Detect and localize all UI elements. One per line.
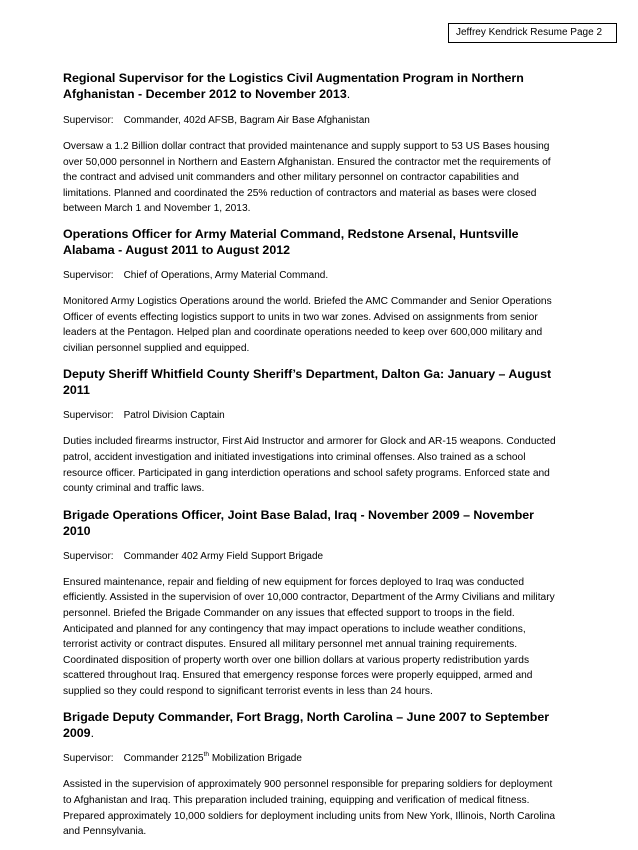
job-title	[63, 709, 558, 741]
job-title-trail: .	[346, 87, 351, 101]
job-title	[63, 366, 558, 398]
page-header-label: Jeffrey Kendrick Resume Page 2	[448, 23, 617, 43]
job-description: Ensured maintenance, repair and fielding of new equipment for forces deployed to Iraq was conducted efficiently. Assisted in the supervision of over 10,000 contractor, Department of the Army Civilians and military personnel. Briefed the Brigade Commander on any issues that effected support to troops in the field. Anticipated and planned for any contingency that may impact operations to include weather conditions, terrorist activity or contract disputes. Ensured all military personnel met annual training requirements. Coordinated disposition of property worth over one billion dollars at various property redistribution yards scattered throughout Iraq. Ensured that emergency response forces were properly equipped, armed and supplied so they could respond to significant terrorist events in less than 24 hours.	[63, 576, 555, 697]
job-entry	[63, 366, 558, 496]
job-title-text: Deputy Sheriff Whitfield County Sheriff’s Department, Dalton Ga: January – August 2011	[63, 367, 552, 398]
supervisor-label: Supervisor:	[63, 753, 114, 765]
supervisor-label: Supervisor:	[63, 410, 114, 422]
supervisor-label: Supervisor:	[63, 115, 114, 126]
supervisor-label: Supervisor:	[63, 550, 114, 562]
supervisor-name-tail: Mobilization Brigade	[209, 753, 302, 765]
supervisor-name: Chief of Operations, Army Material Command.	[123, 269, 329, 281]
job-description: Monitored Army Logistics Operations around the world. Briefed the AMC Commander and Senior Operations Officer of events effecting logistics support to units in two war zones. Advised on assignments from senior leaders at the Pentagon. Helped plan and coordinate operations needed to keep over 600,000 military and civilian personnel supplied and equipped.	[63, 295, 552, 354]
supervisor-line	[63, 550, 558, 564]
supervisor-line	[63, 752, 558, 766]
job-description: Assisted in the supervision of approximately 900 personnel responsible for preparing soldiers for deployment to Afghanistan and Iraq. This preparation included training, equipping and verification of medical fitness. Prepared approximately 10,000 soldiers for deployment including units from New York, Illinois, North Carolina and Pennsylvania.	[63, 779, 556, 838]
job-title	[63, 507, 558, 539]
job-entry	[63, 226, 558, 356]
supervisor-line	[63, 114, 558, 128]
job-description: Oversaw a 1.2 Billion dollar contract that provided maintenance and supply support to 53 US Bases housing over 50,000 personnel in Northern and Eastern Afghanistan. Ensured the contractor met the requirements of the contract and advised unit commanders and other military personnel on contractor capabilities and limitations. Planned and coordinated the 25% reduction of contractors and material as bases were closed between March 1 and November 1, 2013.	[63, 141, 551, 215]
supervisor-name: Commander 2125	[123, 753, 204, 765]
resume-content	[63, 70, 558, 850]
job-title-text: Brigade Deputy Commander, Fort Bragg, North Carolina – June 2007 to September 2009	[63, 710, 550, 741]
job-title	[63, 226, 558, 258]
supervisor-label: Supervisor:	[63, 269, 114, 281]
supervisor-name: Commander 402 Army Field Support Brigade	[123, 550, 324, 562]
job-title-text: Regional Supervisor for the Logistics Civil Augmentation Program in Northern Afghanistan - December 2012 to November 2013	[63, 71, 524, 101]
job-description: Duties included firearms instructor, First Aid Instructor and armorer for Glock and AR-15 weapons. Conducted patrol, accident investigation and initiated investigations into criminal offenses. Also trained as a school resource officer. Participated in gang interdiction operations and school safety programs. Enforced state and county criminal and traffic laws.	[63, 436, 556, 495]
supervisor-name: Patrol Division Captain	[123, 410, 225, 422]
supervisor-name: Commander, 402d AFSB, Bagram Air Base Afghanistan	[123, 115, 370, 126]
job-title-text: Brigade Operations Officer, Joint Base Balad, Iraq - November 2009 – November 2010	[63, 507, 535, 538]
job-entry	[63, 70, 558, 217]
job-entry	[63, 507, 558, 700]
job-title-text: Operations Officer for Army Material Command, Redstone Arsenal, Huntsville Alabama - August 2011 to August 2012	[63, 226, 519, 257]
supervisor-line	[63, 269, 558, 283]
job-title-trail: .	[90, 726, 95, 741]
job-title	[63, 70, 558, 102]
supervisor-ordinal-suffix: th	[203, 751, 210, 759]
supervisor-line	[63, 409, 558, 423]
job-entry	[63, 709, 558, 839]
